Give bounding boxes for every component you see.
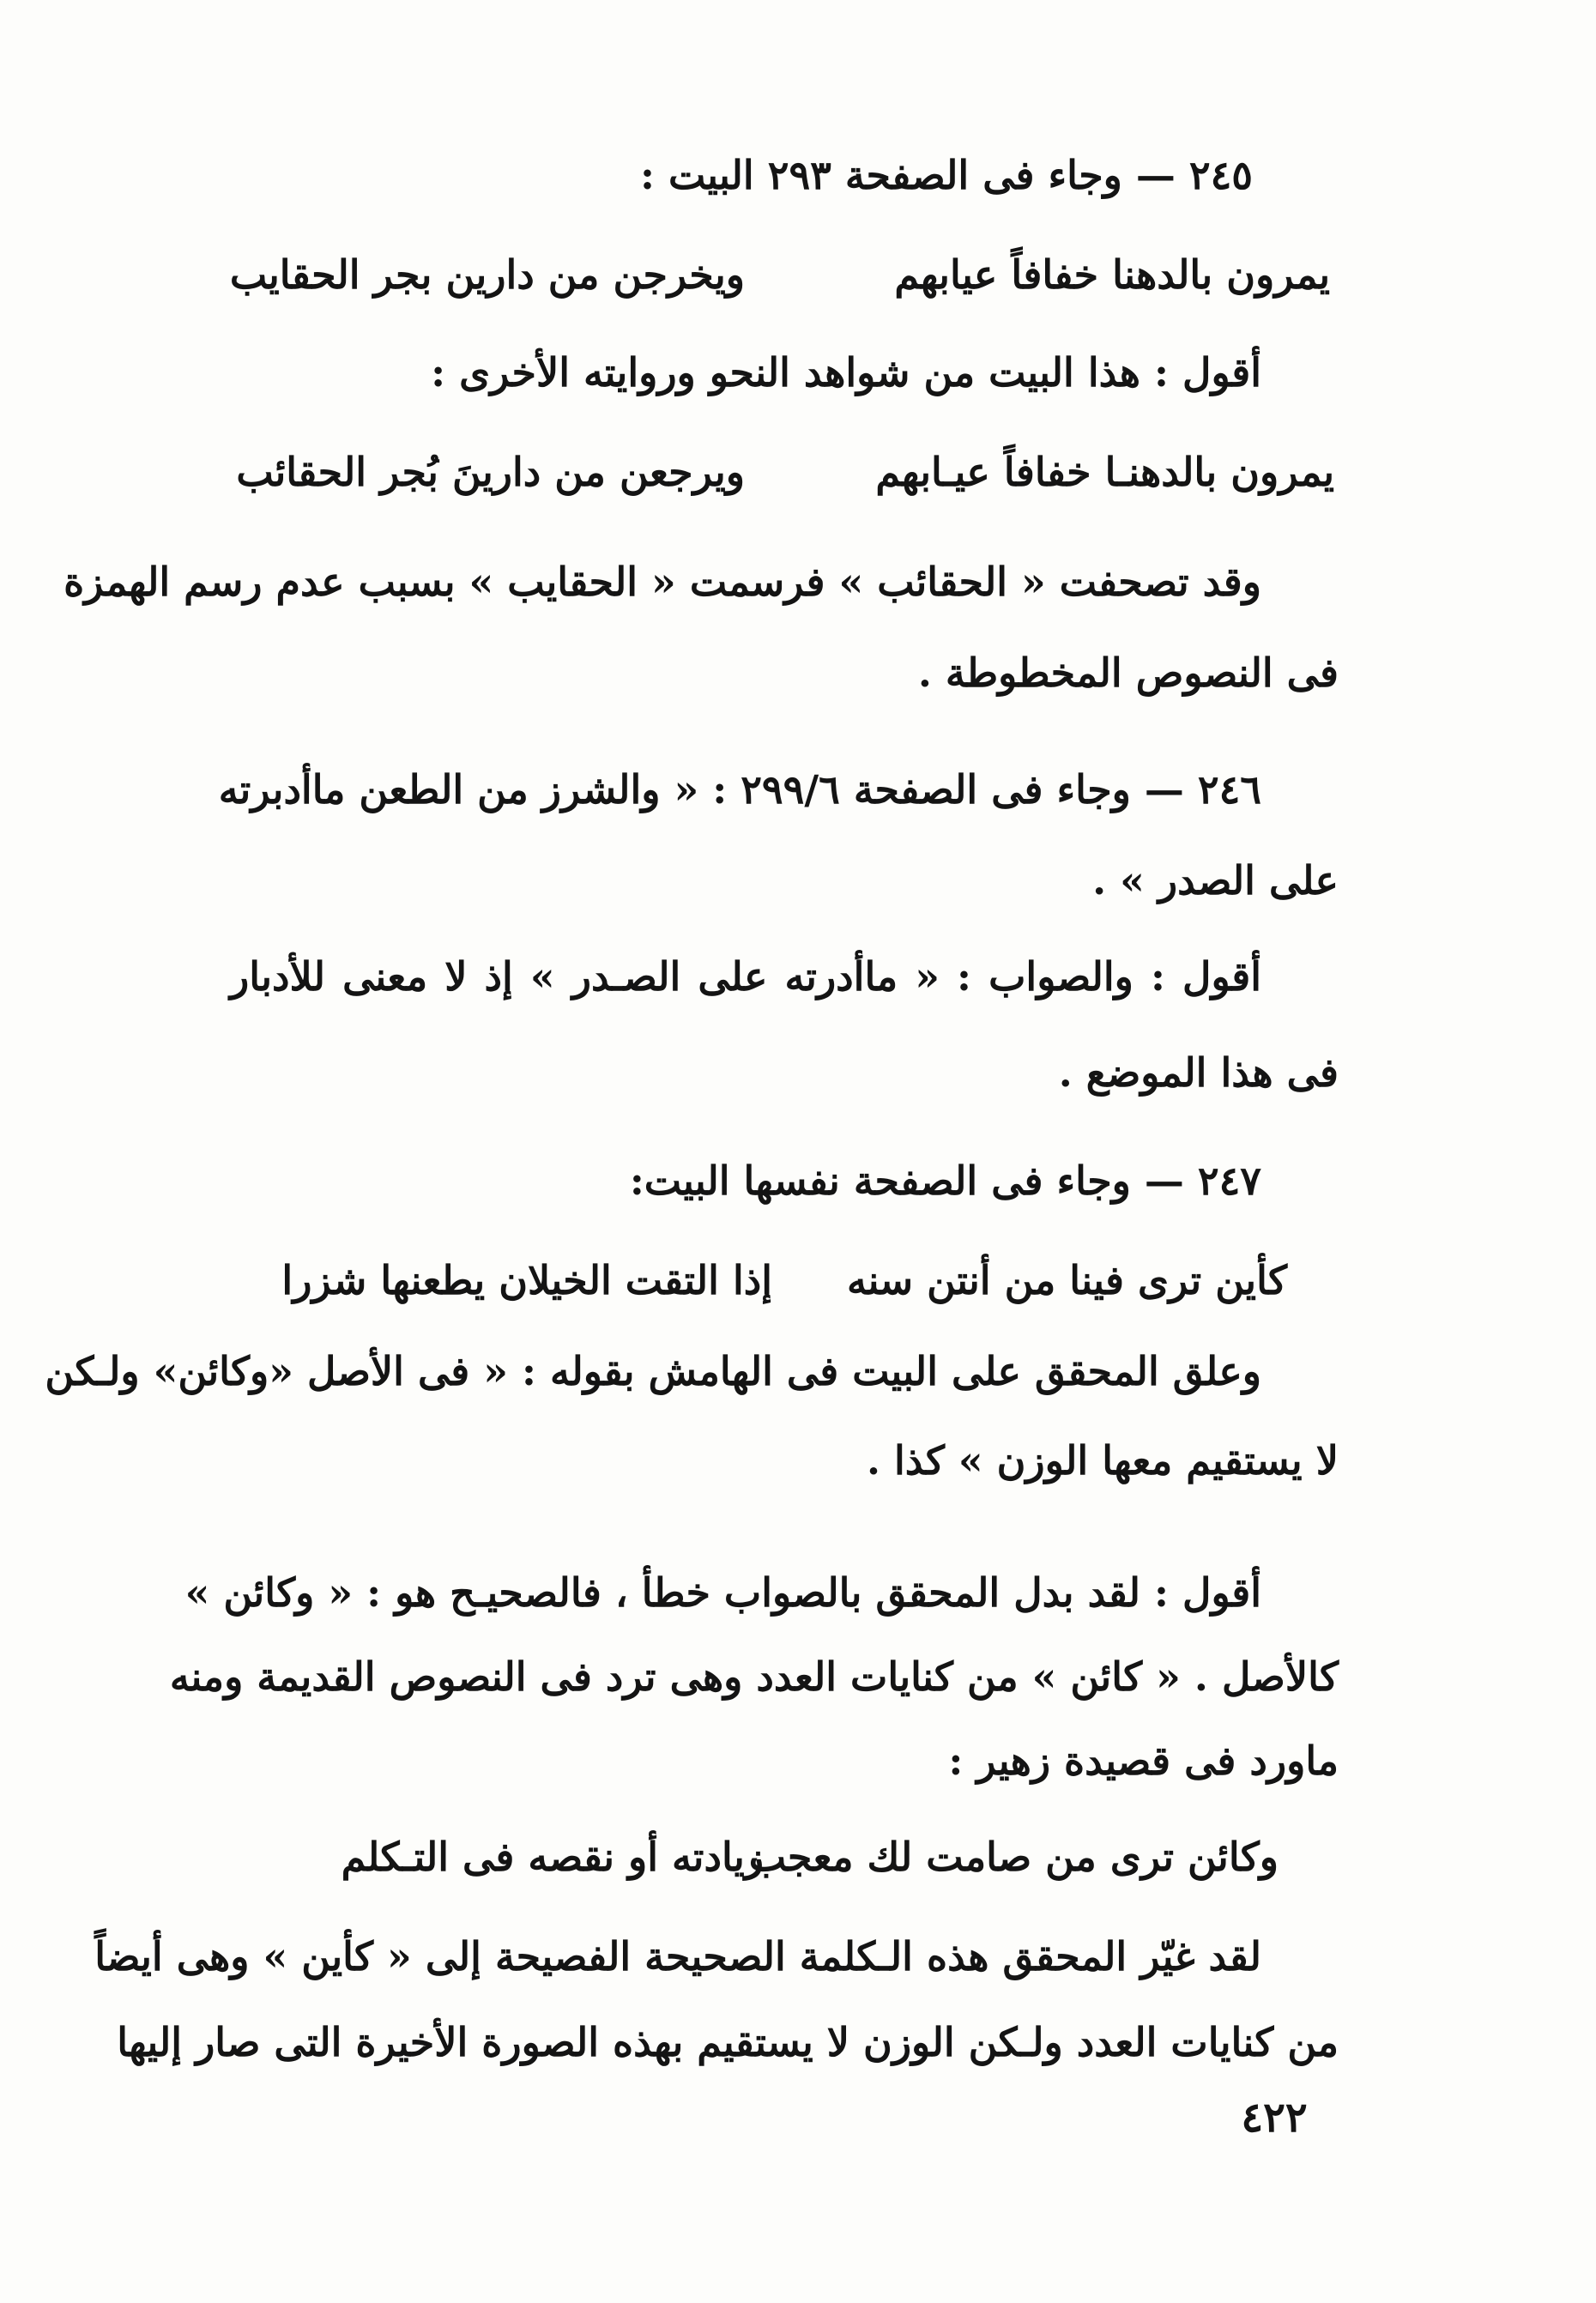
paragraph-line: فى النصوص المخطوطة . bbox=[917, 650, 1339, 696]
verse-4-second-hemistich: زيادته أو نقصه فى التـكلم bbox=[341, 1834, 764, 1880]
paragraph-line: وقد تصحفت « الحقائب » فرسمت « الحقايب » بسبب عدم رسم الهمزة bbox=[63, 559, 1261, 605]
paragraph-line: فى هذا الموضع . bbox=[1058, 1049, 1339, 1096]
verse-3-first-hemistich: كأين ترى فينا من أنتن سنه bbox=[847, 1257, 1287, 1303]
paragraph-line: أقول : والصواب : « ماأدرته على الصـدر » إذ لا معنى للأدبار bbox=[230, 953, 1261, 1000]
paragraph-line: كالأصل . « كائن » من كنايات العدد وهى ترد فى النصوص القديمة ومنه bbox=[169, 1653, 1339, 1700]
verse-1-second-hemistich: ويخرجن من دارين بجر الحقايب bbox=[229, 251, 745, 298]
paragraph-line: أقول : لقد بدل المحقق بالصواب خطأ ، فالصحيـح هو : « وكائن » bbox=[184, 1569, 1261, 1616]
paragraph-line: على الصدر » . bbox=[1092, 857, 1339, 904]
verse-4-first-hemistich: وكائن ترى من صامت لك معجب bbox=[748, 1834, 1279, 1880]
verse-2-second-hemistich: ويرجعن من دارينَ بُجر الحقائب bbox=[236, 449, 745, 495]
page-number: ٤٢٢ bbox=[1241, 2094, 1308, 2142]
paragraph-line: ماورد فى قصيدة زهير : bbox=[948, 1738, 1339, 1784]
paragraph-line: لا يستقيم معها الوزن » كذا . bbox=[866, 1437, 1339, 1484]
paragraph-line: من كنايات العدد ولـكن الوزن لا يستقيم بهذه الصورة الأخيرة التى صار إليها bbox=[117, 2019, 1339, 2065]
paragraph-line: لقد غيّر المحقق هذه الـكلمة الصحيحة الفصيحة إلى « كأين » وهى أيضاً bbox=[94, 1933, 1261, 1980]
paragraph-line: أقول : هذا البيت من شواهد النحو وروايته الأخرى : bbox=[431, 349, 1261, 396]
entry-245-heading: ٢٤٥ — وجاء فى الصفحة ٢٩٣ البيت : bbox=[639, 152, 1253, 198]
verse-2-first-hemistich: يمرون بالدهنـا خفافاً عيـابهم bbox=[875, 449, 1334, 495]
entry-247-heading: ٢٤٧ — وجاء فى الصفحة نفسها البيت: bbox=[629, 1158, 1261, 1204]
entry-246-heading: ٢٤٦ — وجاء فى الصفحة ٢٩٩/٦ : « والشرز من الطعن ماأدبرته bbox=[218, 766, 1261, 813]
verse-3-second-hemistich: إذا التقت الخيلان يطعنها شزرا bbox=[281, 1257, 772, 1303]
paragraph-line: وعلق المحقق على البيت فى الهامش بقوله : « فى الأصل «وكائن» ولـكن bbox=[45, 1348, 1261, 1394]
verse-1-first-hemistich: يمرون بالدهنا خفافاً عيابهم bbox=[894, 251, 1330, 298]
